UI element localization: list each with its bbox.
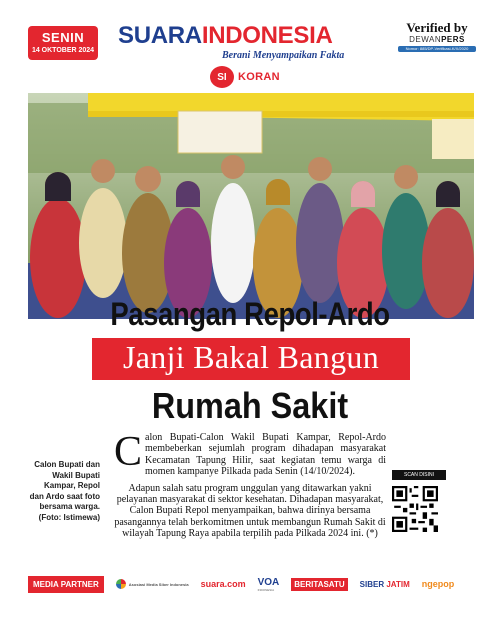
article-paragraph-1: Calon Bupati-Calon Wakil Bupati Kampar, Repol-Ardo membeberkan sejumlah program dihadapan masyarakat Kecamatan Tapung Hilir, saat kegiatan temu warga di momen kampanye Pilkada pada Senin (14/10/2024). [114, 429, 386, 478]
qr-code-icon[interactable] [392, 486, 438, 532]
article-body [114, 429, 386, 545]
partner-amsi[interactable]: Asosiasi Media Siber Indonesia [116, 579, 189, 589]
brand-logo[interactable] [118, 22, 333, 50]
article-paragraph-2: Adapun salah satu program unggulan yang ditawarkan yakni pelayanan masyarakat di sektor kesehatan. Dihadapan masyarakat, Calon Bupati Repol menyampaikan, bahwa dirinya bersama pasangannya telah berkomitmen untuk membangun Rumah Sakit di wilayah Tapung Raya apabila terpilih pada Pilkada 2024 ini. (*) [114, 482, 386, 540]
media-partner-strip [28, 572, 474, 596]
partner-voa[interactable]: VOA INDONESIA [257, 576, 280, 592]
headline-line1: Pasangan Repol-Ardo [110, 296, 390, 332]
drop-cap: C [114, 429, 143, 475]
qr-label: SCAN DISINI [392, 470, 446, 480]
partner-suara[interactable]: suara.com [200, 579, 246, 589]
verified-line1: Verified by [406, 20, 468, 35]
verified-badge [398, 20, 476, 52]
photo-caption: Calon Bupati dan Wakil Bupati Kampar, Repol dan Ardo saat foto bersama warga. (Foto: Istimewa) [29, 460, 100, 522]
section-logo [210, 66, 280, 88]
group-photo [28, 93, 474, 319]
amsi-logo-icon [116, 579, 126, 589]
partner-ngepop[interactable]: ngepop [421, 579, 455, 589]
date-badge [28, 26, 98, 60]
qr-block[interactable] [392, 470, 446, 536]
brand-part1: SUARA [118, 22, 202, 49]
brand-part2: INDONESIA [201, 22, 333, 49]
partner-siberjatim[interactable]: SIBER JATIM [359, 579, 410, 589]
day-label: SENIN [41, 30, 85, 45]
verified-line3: Nomor: 885/DP-Verifikasi-K/X/2020 [398, 46, 476, 52]
group-photo-illustration [28, 93, 474, 319]
headline-line3: Rumah Sakit [151, 385, 349, 426]
media-partner-label: MEDIA PARTNER [28, 576, 104, 593]
partner-beritasatu[interactable]: BERITASATU [291, 578, 347, 591]
brand-tagline: Berani Menyampaikan Fakta [222, 50, 345, 61]
headline-line2: Janji Bakal Bangun [122, 339, 380, 375]
section-name: KORAN [238, 71, 280, 83]
date-label: 14 OKTOBER 2024 [31, 47, 95, 54]
verified-line2: DEWANPERS [409, 35, 465, 44]
section-logo-icon: SI [210, 66, 234, 88]
